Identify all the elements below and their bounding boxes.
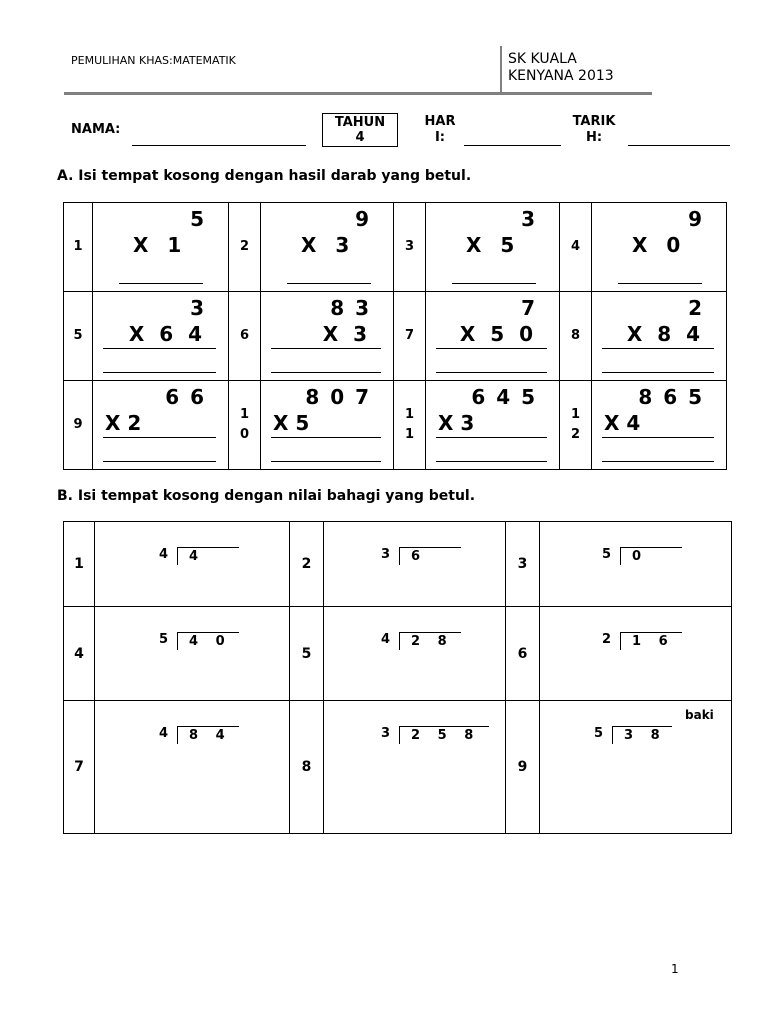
- answer-line: [119, 283, 203, 284]
- long-division: [159, 726, 249, 746]
- answer-line: [618, 283, 702, 284]
- answer-line: [602, 372, 714, 373]
- dividend: 8 4: [189, 728, 226, 743]
- multiplier: X 4: [604, 411, 641, 435]
- hari-line: [464, 145, 561, 146]
- multiplication-problem: [261, 381, 394, 470]
- question-number: 5: [64, 292, 93, 381]
- division-bracket: [399, 632, 461, 650]
- question-number: 1: [64, 522, 95, 607]
- division-bracket: [620, 632, 682, 650]
- multiplication-problem: [93, 381, 229, 470]
- answer-line: [602, 437, 714, 438]
- multiplier: X 3: [438, 411, 475, 435]
- tahun-value: 4: [355, 130, 365, 145]
- multiplicand: 9: [355, 207, 371, 231]
- mult-row: [64, 292, 727, 381]
- divisor: 3: [381, 547, 391, 562]
- long-division: [159, 632, 249, 652]
- nama-line: [132, 145, 306, 146]
- div-row: [64, 701, 732, 834]
- division-problem: [324, 522, 506, 607]
- multiplicand: 3: [190, 296, 206, 320]
- multiplication-problem: [592, 381, 727, 470]
- multiplicand: 9: [688, 207, 704, 231]
- answer-line: [436, 372, 547, 373]
- answer-line: [436, 348, 547, 349]
- multiplication-problem: [261, 292, 394, 381]
- question-number: 1 1: [394, 381, 426, 470]
- long-division: [159, 547, 249, 567]
- header-divider-vertical: [500, 46, 502, 94]
- question-number: 6: [229, 292, 261, 381]
- answer-line: [452, 283, 536, 284]
- question-number: 3: [506, 522, 540, 607]
- question-number: 7: [64, 701, 95, 834]
- question-number: 1 2: [560, 381, 592, 470]
- multiplier: X 1: [133, 233, 188, 257]
- divisor: 3: [381, 726, 391, 741]
- multiplier: X 5 0: [459, 322, 537, 346]
- tahun-box: [322, 113, 398, 147]
- school-line-1: SK KUALA: [508, 51, 577, 67]
- division-bracket: [177, 726, 239, 744]
- mult-row: [64, 381, 727, 470]
- multiplicand: 3: [521, 207, 537, 231]
- division-problem: [324, 607, 506, 701]
- multiplier: X 0: [632, 233, 687, 257]
- div-row: [64, 607, 732, 701]
- question-number: 6: [506, 607, 540, 701]
- division-problem: [540, 701, 732, 834]
- header-divider-horizontal: [64, 92, 652, 95]
- question-number: 8: [560, 292, 592, 381]
- multiplication-problem: [426, 292, 560, 381]
- tarikh-label-line1: TARIK: [572, 114, 616, 129]
- question-number: 9: [64, 381, 93, 470]
- mult-row: [64, 203, 727, 292]
- multiplicand: 5: [190, 207, 206, 231]
- division-problem: [540, 607, 732, 701]
- long-division: [381, 632, 471, 652]
- long-division: [594, 726, 684, 746]
- answer-line: [436, 461, 547, 462]
- divisor: 4: [381, 632, 391, 647]
- answer-line: [271, 372, 381, 373]
- division-bracket: [399, 726, 489, 744]
- tarikh-label-line2: H:: [585, 130, 603, 145]
- question-number: 4: [64, 607, 95, 701]
- answer-line: [103, 348, 216, 349]
- subject-title: PEMULIHAN KHAS:MATEMATIK: [71, 54, 236, 67]
- multiplication-problem: [592, 203, 727, 292]
- division-bracket: [177, 547, 239, 565]
- dividend: 4 0: [189, 634, 226, 649]
- division-problem: [540, 522, 732, 607]
- division-bracket: [620, 547, 682, 565]
- multiplication-problem: [93, 292, 229, 381]
- answer-line: [602, 461, 714, 462]
- question-number: 1: [64, 203, 93, 292]
- multiplicand: 2: [688, 296, 704, 320]
- division-problem: [95, 607, 290, 701]
- tarikh-line: [628, 145, 730, 146]
- section-b-title: B. Isi tempat kosong dengan nilai bahagi yang betul.: [57, 488, 476, 504]
- page-number: 1: [671, 962, 679, 976]
- dividend: 4: [189, 549, 200, 564]
- division-table: [63, 521, 732, 834]
- division-problem: [95, 701, 290, 834]
- answer-line: [103, 461, 216, 462]
- tarikh-label: [566, 114, 622, 146]
- dividend: 3 8: [624, 728, 661, 743]
- answer-line: [271, 437, 381, 438]
- multiplication-problem: [426, 203, 560, 292]
- dividend: 1 6: [632, 634, 669, 649]
- question-number: 9: [506, 701, 540, 834]
- question-number: 3: [394, 203, 426, 292]
- tahun-label: TAHUN: [334, 115, 386, 130]
- question-number: 5: [290, 607, 324, 701]
- school-line-2: KENYANA 2013: [508, 68, 614, 84]
- answer-line: [271, 461, 381, 462]
- divisor: 4: [159, 726, 169, 741]
- answer-line: [602, 348, 714, 349]
- multiplication-problem: [261, 203, 394, 292]
- long-division: [381, 726, 475, 746]
- answer-line: [436, 437, 547, 438]
- question-number: 1 0: [229, 381, 261, 470]
- question-number: 2: [290, 522, 324, 607]
- multiplicand: 6 6: [165, 385, 206, 409]
- section-a-title: A. Isi tempat kosong dengan hasil darab yang betul.: [57, 168, 472, 184]
- answer-line: [287, 283, 371, 284]
- divisor: 2: [602, 632, 612, 647]
- dividend: 6: [411, 549, 422, 564]
- dividend: 0: [632, 549, 643, 564]
- question-number: 7: [394, 292, 426, 381]
- divisor: 4: [159, 547, 169, 562]
- answer-line: [103, 372, 216, 373]
- long-division: [602, 547, 692, 567]
- division-problem: [95, 522, 290, 607]
- dividend: 2 5 8: [411, 728, 475, 743]
- multiplication-problem: [426, 381, 560, 470]
- long-division: [381, 547, 471, 567]
- hari-label-line2: I:: [434, 130, 446, 145]
- multiplier: X 5: [273, 411, 310, 435]
- divisor: 5: [602, 547, 612, 562]
- nama-label: NAMA:: [71, 122, 121, 137]
- multiplier: X 2: [105, 411, 142, 435]
- hari-label-line1: HAR: [424, 114, 456, 129]
- divisor: 5: [594, 726, 604, 741]
- multiplicand: 7: [521, 296, 537, 320]
- multiplicand: 8 3: [330, 296, 371, 320]
- multiplication-problem: [592, 292, 727, 381]
- multiplier: X 6 4: [128, 322, 206, 346]
- multiplier: X 3: [301, 233, 356, 257]
- multiplier: X 8 4: [626, 322, 704, 346]
- division-problem: [324, 701, 506, 834]
- multiplier: X 5: [466, 233, 521, 257]
- multiplicand: 8 6 5: [638, 385, 704, 409]
- dividend: 2 8: [411, 634, 448, 649]
- multiplication-table: [63, 202, 727, 470]
- question-number: 4: [560, 203, 592, 292]
- multiplication-problem: [93, 203, 229, 292]
- division-bracket: [612, 726, 672, 744]
- multiplier: X 3: [322, 322, 371, 346]
- answer-line: [103, 437, 216, 438]
- division-bracket: [399, 547, 461, 565]
- question-number: 2: [229, 203, 261, 292]
- long-division: [602, 632, 692, 652]
- division-bracket: [177, 632, 239, 650]
- multiplicand: 6 4 5: [471, 385, 537, 409]
- divisor: 5: [159, 632, 169, 647]
- answer-line: [271, 348, 381, 349]
- baki-label: baki: [685, 708, 714, 722]
- school-name: [508, 51, 614, 85]
- multiplicand: 8 0 7: [305, 385, 371, 409]
- div-row: [64, 522, 732, 607]
- question-number: 8: [290, 701, 324, 834]
- hari-label: [420, 114, 460, 146]
